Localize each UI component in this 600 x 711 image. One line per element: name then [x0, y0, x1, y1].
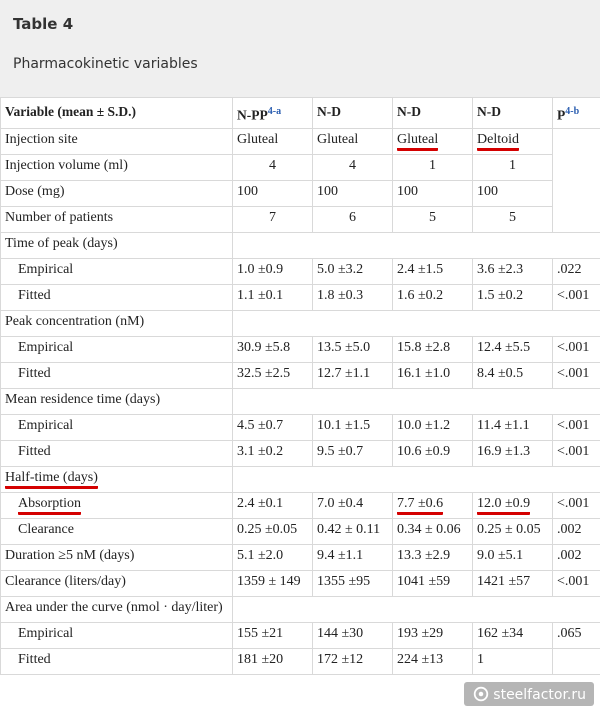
- cell: 3.6 ±2.3: [473, 258, 553, 284]
- highlighted-value: 7.7 ±0.6: [397, 496, 443, 515]
- table-row: [1, 258, 600, 284]
- cell: 1.0 ±0.9: [233, 258, 313, 284]
- cell: [473, 128, 553, 154]
- cell: 1355 ±95: [313, 570, 393, 596]
- cell: 9.0 ±5.1: [473, 544, 553, 570]
- cell: .022: [553, 258, 600, 284]
- highlighted-value: Deltoid: [477, 132, 519, 151]
- cell: <.001: [553, 362, 600, 388]
- header-variable: Variable (mean ± S.D.): [1, 98, 233, 129]
- cell: 4: [313, 154, 393, 180]
- table-row: [1, 154, 600, 180]
- cell: <.001: [553, 336, 600, 362]
- cell: 9.4 ±1.1: [313, 544, 393, 570]
- table-row: [1, 414, 600, 440]
- cell: 155 ±21: [233, 622, 313, 648]
- row-label: Fitted: [1, 362, 233, 388]
- cell: 1: [473, 648, 553, 674]
- cell: 5.0 ±3.2: [313, 258, 393, 284]
- table-row: [1, 544, 600, 570]
- cell: 7: [233, 206, 313, 232]
- table-row: [1, 570, 600, 596]
- section-row: [1, 466, 600, 492]
- table-row: [1, 206, 600, 232]
- cell: 1.6 ±0.2: [393, 284, 473, 310]
- cell: 193 ±29: [393, 622, 473, 648]
- cell: 1.1 ±0.1: [233, 284, 313, 310]
- cell: [473, 492, 553, 518]
- header-p: [553, 98, 600, 129]
- cell: 5: [473, 206, 553, 232]
- row-label: Duration ≥5 nM (days): [1, 544, 233, 570]
- cell: <.001: [553, 492, 600, 518]
- section-label: Area under the curve (nmol · day/liter): [1, 596, 233, 622]
- row-label: Dose (mg): [1, 180, 233, 206]
- cell: 5.1 ±2.0: [233, 544, 313, 570]
- header-n-pp-text: N-PP: [237, 107, 268, 123]
- table-row: [1, 440, 600, 466]
- table-row: [1, 128, 600, 154]
- header-n-pp: [233, 98, 313, 129]
- cell: 12.7 ±1.1: [313, 362, 393, 388]
- cell: 100: [233, 180, 313, 206]
- cell: 224 ±13: [393, 648, 473, 674]
- table-caption: Pharmacokinetic variables: [13, 56, 198, 72]
- table-row: [1, 336, 600, 362]
- cell: 144 ±30: [313, 622, 393, 648]
- section-label: Mean residence time (days): [1, 388, 233, 414]
- table-row: [1, 518, 600, 544]
- table-row: [1, 180, 600, 206]
- cell: <.001: [553, 414, 600, 440]
- cell: [233, 596, 600, 622]
- cell: 0.42 ± 0.11: [313, 518, 393, 544]
- cell: 1: [473, 154, 553, 180]
- cell: [233, 466, 600, 492]
- table-row: [1, 648, 600, 674]
- table-row: [1, 284, 600, 310]
- cell: 1: [393, 154, 473, 180]
- cell: 100: [393, 180, 473, 206]
- cell: [393, 492, 473, 518]
- highlighted-value: Absorption: [18, 496, 81, 515]
- cell: Gluteal: [313, 128, 393, 154]
- gear-logo-icon: [472, 685, 490, 703]
- cell: 15.8 ±2.8: [393, 336, 473, 362]
- cell: .002: [553, 518, 600, 544]
- cell: 1359 ± 149: [233, 570, 313, 596]
- cell: 10.1 ±1.5: [313, 414, 393, 440]
- cell: 162 ±34: [473, 622, 553, 648]
- cell: <.001: [553, 284, 600, 310]
- header-n-d-2: N-D: [393, 98, 473, 129]
- row-label: [1, 492, 233, 518]
- footnote-4b-link[interactable]: 4-b: [565, 106, 580, 117]
- cell: 1.5 ±0.2: [473, 284, 553, 310]
- table-row: [1, 622, 600, 648]
- row-label: Number of patients: [1, 206, 233, 232]
- cell: .002: [553, 544, 600, 570]
- cell: 3.1 ±0.2: [233, 440, 313, 466]
- header-n-d-3: N-D: [473, 98, 553, 129]
- pharmacokinetic-table: [0, 97, 600, 675]
- cell: 12.4 ±5.5: [473, 336, 553, 362]
- cell: 100: [473, 180, 553, 206]
- cell: 1041 ±59: [393, 570, 473, 596]
- table-row: [1, 492, 600, 518]
- cell: 13.5 ±5.0: [313, 336, 393, 362]
- row-label: Fitted: [1, 648, 233, 674]
- cell: 1.8 ±0.3: [313, 284, 393, 310]
- cell: 9.5 ±0.7: [313, 440, 393, 466]
- row-label: Empirical: [1, 414, 233, 440]
- row-label: Fitted: [1, 440, 233, 466]
- row-label: Injection volume (ml): [1, 154, 233, 180]
- header-n-d-1: N-D: [313, 98, 393, 129]
- cell: [393, 128, 473, 154]
- cell: 4.5 ±0.7: [233, 414, 313, 440]
- row-label: Clearance: [1, 518, 233, 544]
- table-label: Table 4: [13, 15, 74, 33]
- cell: <.001: [553, 440, 600, 466]
- row-label: Clearance (liters/day): [1, 570, 233, 596]
- cell: 16.1 ±1.0: [393, 362, 473, 388]
- cell: <.001: [553, 570, 600, 596]
- row-label: Empirical: [1, 622, 233, 648]
- cell: [553, 648, 600, 674]
- section-label: Peak concentration (nM): [1, 310, 233, 336]
- section-row: [1, 232, 600, 258]
- cell: 16.9 ±1.3: [473, 440, 553, 466]
- highlighted-value: Gluteal: [397, 132, 438, 151]
- cell: 30.9 ±5.8: [233, 336, 313, 362]
- section-label: Time of peak (days): [1, 232, 233, 258]
- cell: 172 ±12: [313, 648, 393, 674]
- cell: 4: [233, 154, 313, 180]
- row-label: Injection site: [1, 128, 233, 154]
- cell: 181 ±20: [233, 648, 313, 674]
- section-row: [1, 388, 600, 414]
- cell: 1421 ±57: [473, 570, 553, 596]
- watermark-text: steelfactor.ru: [493, 687, 586, 703]
- section-row: [1, 596, 600, 622]
- cell: 0.25 ± 0.05: [473, 518, 553, 544]
- cell: 2.4 ±0.1: [233, 492, 313, 518]
- table-row: [1, 362, 600, 388]
- cell: [553, 128, 600, 232]
- cell: 13.3 ±2.9: [393, 544, 473, 570]
- cell: 7.0 ±0.4: [313, 492, 393, 518]
- header-row: [1, 98, 600, 129]
- cell: 10.6 ±0.9: [393, 440, 473, 466]
- row-label: Empirical: [1, 258, 233, 284]
- cell: .065: [553, 622, 600, 648]
- cell: 6: [313, 206, 393, 232]
- section-label: [1, 466, 233, 492]
- cell: 10.0 ±1.2: [393, 414, 473, 440]
- cell: 5: [393, 206, 473, 232]
- row-label: Fitted: [1, 284, 233, 310]
- cell: 8.4 ±0.5: [473, 362, 553, 388]
- cell: [233, 310, 600, 336]
- footnote-4a-link[interactable]: 4-a: [267, 106, 282, 117]
- header-p-text: P: [557, 107, 566, 123]
- cell: 2.4 ±1.5: [393, 258, 473, 284]
- cell: 100: [313, 180, 393, 206]
- cell: 11.4 ±1.1: [473, 414, 553, 440]
- highlighted-value: 12.0 ±0.9: [477, 496, 530, 515]
- highlighted-value: Half-time (days): [5, 470, 98, 489]
- row-label: Empirical: [1, 336, 233, 362]
- cell: 32.5 ±2.5: [233, 362, 313, 388]
- cell: [233, 232, 600, 258]
- section-row: [1, 310, 600, 336]
- cell: Gluteal: [233, 128, 313, 154]
- table-header-panel: [0, 0, 600, 98]
- cell: 0.34 ± 0.06: [393, 518, 473, 544]
- cell: 0.25 ±0.05: [233, 518, 313, 544]
- cell: [233, 388, 600, 414]
- watermark: [464, 682, 594, 706]
